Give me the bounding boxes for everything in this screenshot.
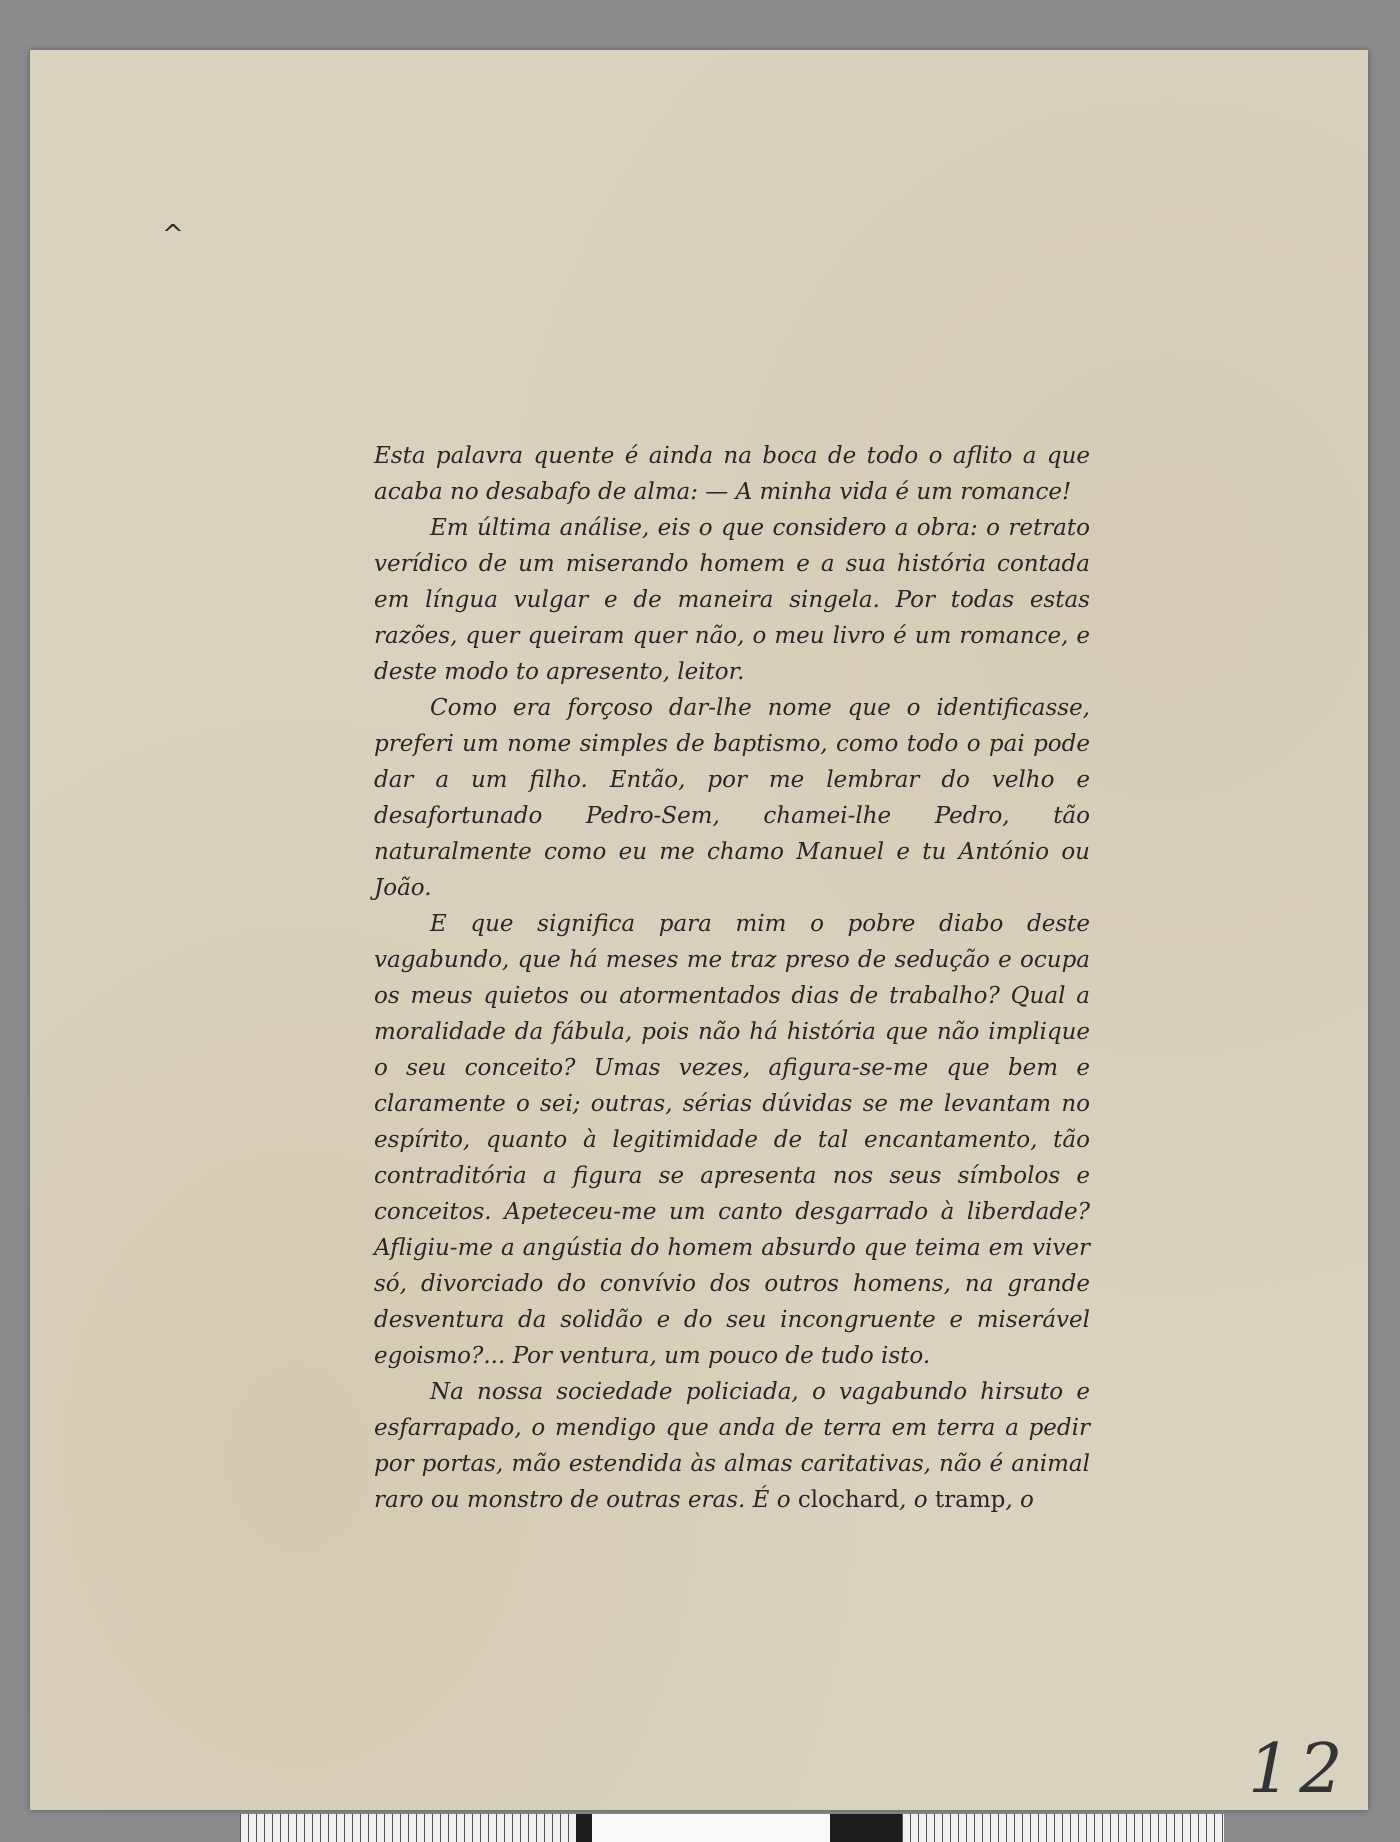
ruler-scale-left: [240, 1814, 576, 1842]
paragraph-5: Na nossa sociedade policiada, o vagabundo hirsuto e esfarrapado, o mendigo que anda de terra em terra a pedir por portas, mão estendida às almas caritativas, não é animal raro ou monstro de outras eras. É o clochard, o tramp, o: [374, 1379, 1090, 1513]
ruler-scale-middle: [592, 1814, 830, 1842]
term-clochard: clochard: [797, 1487, 900, 1513]
ruler-scale-right: [902, 1814, 1224, 1842]
body-text: [374, 438, 1090, 1518]
term-tramp: tramp: [934, 1487, 1006, 1513]
paragraph-3: Como era forçoso dar-lhe nome que o identificasse, preferi um nome simples de baptismo, como todo o pai pode dar a um filho. Então, por me lembrar do velho e desafortunado Pedro-Sem, chamei-lhe Pedro, tão naturalmente como eu me chamo Manuel e tu António ou João.: [374, 695, 1090, 901]
paragraph-4: E que significa para mim o pobre diabo deste vagabundo, que há meses me traz preso de sedução e ocupa os meus quietos ou atormentados dias de trabalho? Qual a moralidade da fábula, pois não há história que não implique o seu conceito? Umas vezes, afigura-se-me que bem e claramente o sei; outras, sérias dúvidas se me levantam no espírito, quanto à legitimidade de tal encantamento, tão contraditória a figura se apresenta nos seus símbolos e conceitos. Apeteceu-me um canto desgarrado à liberdade? Afligiu-me a angústia do homem absurdo que teima em viver só, divorciado do convívio dos outros homens, na grande desventura da solidão e do seu incongruente e miserável egoismo?... Por ventura, um pouco de tudo isto.: [374, 911, 1090, 1369]
measurement-ruler: [240, 1814, 1224, 1842]
paragraph-2: Em última análise, eis o que considero a obra: o retrato verídico de um miserando homem e a sua história contada em língua vulgar e de maneira singela. Por todas estas razões, quer queiram quer não, o meu livro é um romance, e deste modo to apresento, leitor.: [374, 515, 1090, 685]
document-page: [30, 50, 1368, 1810]
corner-mark: ^: [162, 220, 184, 250]
page-number: 12: [1248, 1730, 1351, 1809]
paragraph-1: Esta palavra quente é ainda na boca de todo o aflito a que acaba no desabafo de alma: — A minha vida é um romance!: [374, 443, 1090, 505]
